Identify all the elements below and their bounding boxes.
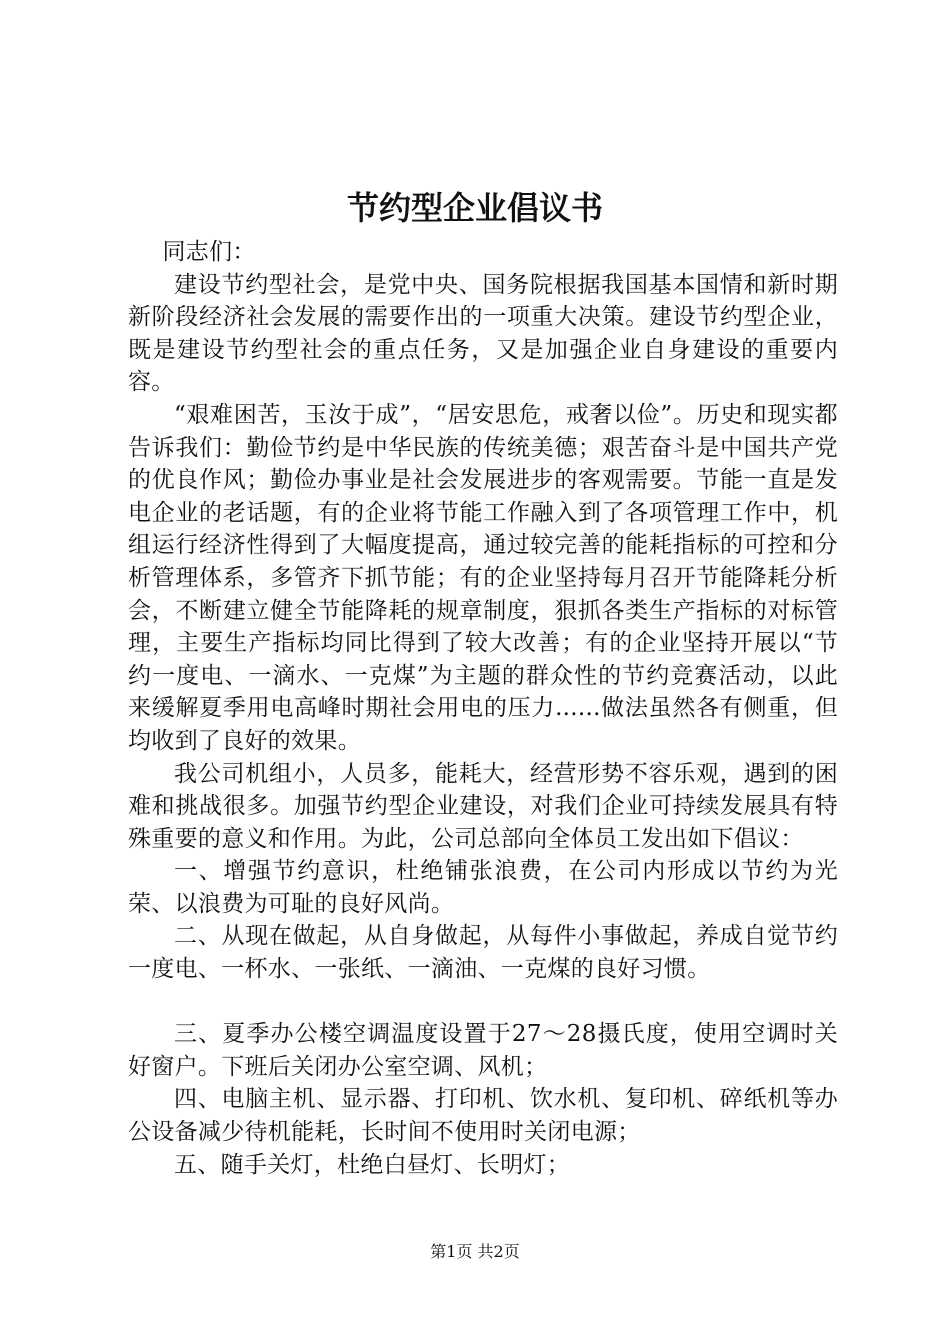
paragraph-background: “艰难困苦，玉汝于成”，“居安思危，戒奢以俭”。历史和现实都告诉我们：勤俭节约是中华民族的传统美德；艰苦奋斗是中国共产党的优良作风；勤俭办事业是社会发展进步的客观需要。节能一直是发电企业的老话题，有的企业将节能工作融入到了各项管理工作中，机组运行经济性得到了大幅度提高，通过较完善的能耗指标的可控和分析管理体系，多管齐下抓节能；有的企业坚持每月召开节能降耗分析会，不断建立健全节能降耗的规章制度，狠抓各类生产指标的对标管理，主要生产指标均同比得到了较大改善；有的企业坚持开展以“节约一度电、一滴水、一克煤”为主题的群众性的节约竞赛活动，以此来缓解夏季用电高峰时期社会用电的压力......做法虽然各有侧重，但均收到了良好的效果。 xyxy=(128,401,838,754)
paragraph-company-situation: 我公司机组小，人员多，能耗大，经营形势不容乐观，遇到的困难和挑战很多。加强节约型企业建设，对我们企业可持续发展具有特殊重要的意义和作用。为此，公司总部向全体员工发出如下倡议： xyxy=(128,760,838,852)
proposal-item-2: 二、从现在做起，从自身做起，从每件小事做起，养成自觉节约一度电、一杯水、一张纸、一滴油、一克煤的良好习惯。 xyxy=(128,923,838,983)
document-title: 节约型企业倡议书 xyxy=(346,189,603,227)
page-number-footer: 第1页 共2页 xyxy=(430,1242,520,1261)
paragraph-intro: 建设节约型社会，是党中央、国务院根据我国基本国情和新时期新阶段经济社会发展的需要作出的一项重大决策。建设节约型企业，既是建设节约型社会的重点任务，又是加强企业自身建设的重要内容。 xyxy=(128,271,838,396)
salutation: 同志们： xyxy=(162,239,256,265)
blank-line xyxy=(128,986,838,1019)
proposal-item-3: 三、夏季办公楼空调温度设置于27～28摄氏度，使用空调时关好窗户。下班后关闭办公室空调、风机； xyxy=(128,1021,838,1080)
proposal-item-1: 一、增强节约意识，杜绝铺张浪费，在公司内形成以节约为光荣、以浪费为可耻的良好风尚。 xyxy=(128,858,838,917)
proposal-item-5: 五、随手关灯，杜绝白昼灯、长明灯； xyxy=(174,1151,571,1178)
proposal-item-4: 四、电脑主机、显示器、打印机、饮水机、复印机、碎纸机等办公设备减少待机能耗，长时间不使用时关闭电源； xyxy=(128,1086,838,1146)
document-body xyxy=(128,236,838,1181)
